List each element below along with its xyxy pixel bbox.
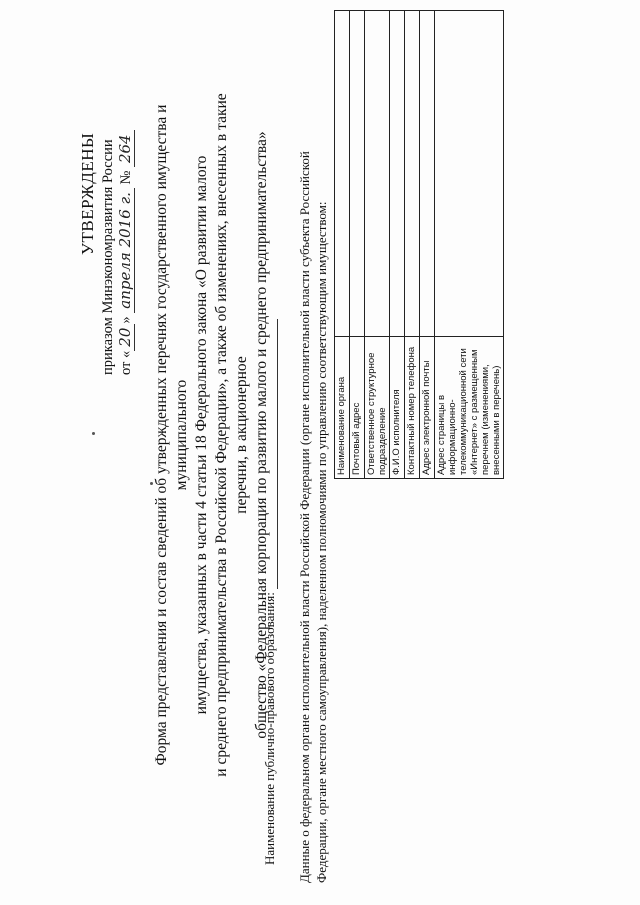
handwritten-day: 20 [117,324,135,351]
handwritten-month-year: апреля 2016 г. [117,188,135,313]
handwritten-number: 264 [117,130,135,167]
row-label: Наименование органа [335,337,350,479]
table-row [350,11,365,479]
row-value-cell[interactable] [405,11,420,337]
row-value-cell[interactable] [350,11,365,337]
approval-date-line [117,45,135,375]
municipality-blank-line [277,319,278,589]
form-title-line-3: и среднего предпринимательства в Российской Федерации», а также об изменениях, внесенных в такие перечни, в акционерное [213,93,250,777]
form-title-line-2: имущества, указанных в части 4 статьи 18 Федерального закона «О развитии малого [193,155,210,715]
row-label: Адрес электронной почты [420,337,435,479]
row-label: Почтовый адрес [350,337,365,479]
table-row [365,11,390,479]
scan-speck [92,432,95,435]
municipality-label: Наименование публично-правового образования: [262,592,277,865]
table-row [420,11,435,479]
date-prefix: от « [118,350,134,375]
form-title-line-4: общество «Федеральная корпорация по развитию малого и среднего предпринимательства» [253,131,270,739]
approval-stamp [78,45,135,375]
table-row [335,11,350,479]
row-label: Контактный номер телефона [405,337,420,479]
table-row [405,11,420,479]
row-value-cell[interactable] [420,11,435,337]
date-mid: » [118,316,134,324]
form-title-line-1: Форма представления и состав сведений об утвержденных перечнях государственного имущества и муниципального [153,104,190,766]
municipality-field [262,319,278,865]
row-label: Адрес страницы в информационно-телекоммуникационной сети «Интернет» с размещенным перечнем (изменениями, внесенными в перечень) [435,337,504,479]
row-label: Ответственное структурное подразделение [365,337,390,479]
scan-speck [150,482,153,485]
table-row [390,11,405,479]
authority-description [296,3,330,883]
approval-order-line: приказом Минэкономразвития России [100,139,116,375]
row-value-cell[interactable] [365,11,390,337]
table-row [435,11,504,479]
number-label: № [118,170,134,185]
authority-info-table [334,10,504,479]
row-value-cell[interactable] [335,11,350,337]
row-value-cell[interactable] [390,11,405,337]
authority-description-line-2: Федерации, органе местного самоуправления), наделенном полномочиями по управлению соответствующим имуществом: [314,201,329,883]
row-label: Ф.И.О исполнителя [390,337,405,479]
form-title [152,65,272,805]
approval-title: УТВЕРЖДЕНЫ [78,132,97,255]
authority-description-line-1: Данные о федеральном органе исполнительной власти Российской Федерации (органе исполнительной власти субъекта Российской [297,151,312,883]
row-value-cell[interactable] [435,11,504,337]
